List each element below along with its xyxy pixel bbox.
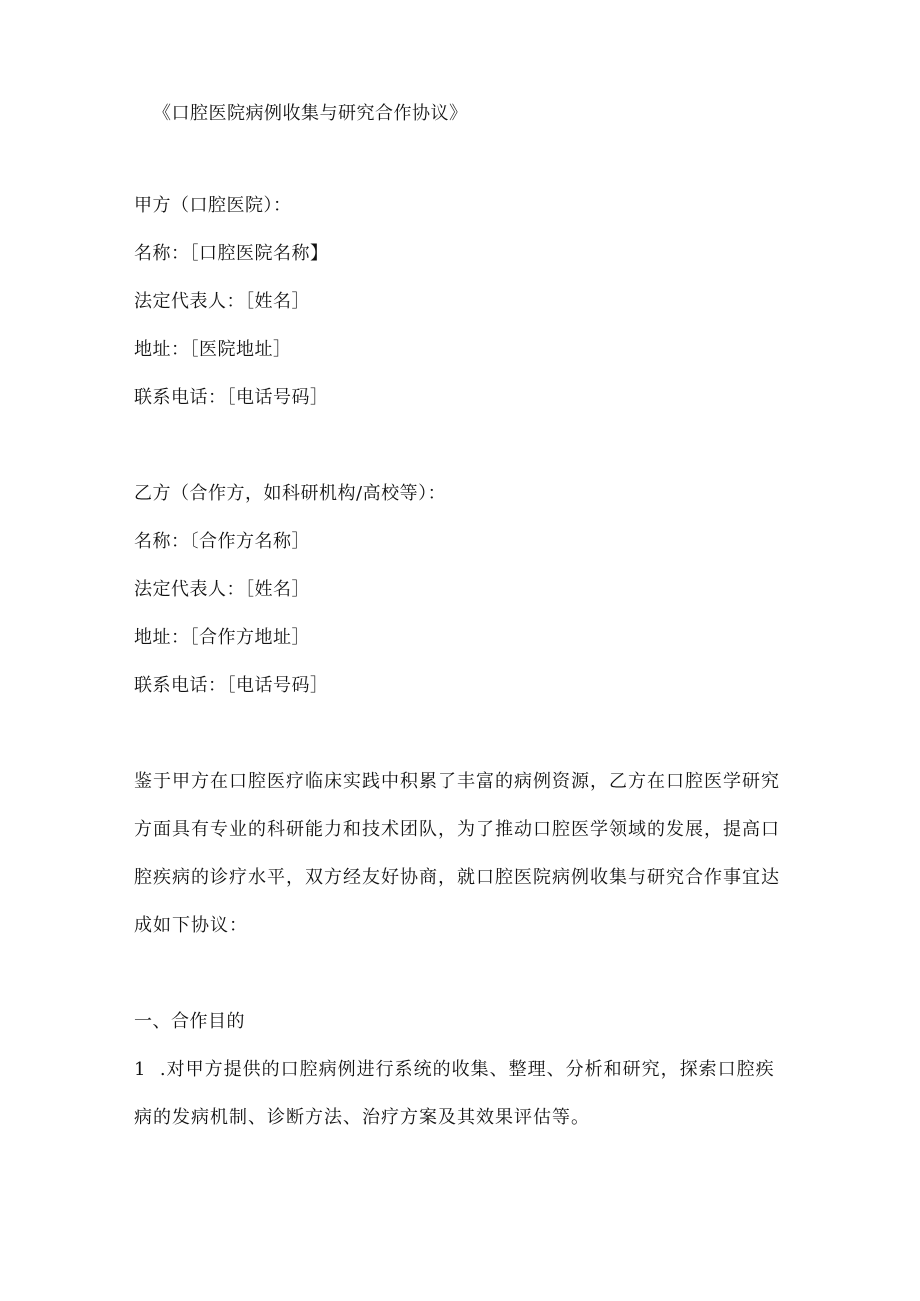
document-title: 《口腔医院病例收集与研究合作协议》: [153, 103, 468, 124]
party-a-name: 名称：［口腔医院名称】: [134, 243, 329, 264]
party-b-heading: 乙方（合作方，如科研机构/高校等）：: [134, 483, 447, 504]
preamble-line: 腔疾病的诊疗水平，双方经友好协商，就口腔医院病例收集与研究合作事宜达: [134, 867, 780, 888]
preamble-paragraph: [134, 770, 780, 962]
preamble-line: 成如下协议：: [134, 915, 248, 936]
item-line: 病的发病机制、诊断方法、治疗方案及其效果评估等。: [134, 1107, 590, 1128]
section-1-item-1: [134, 1058, 774, 1154]
party-b-address: 地址：［合作方地址］: [134, 627, 310, 648]
party-a-heading: 甲方（口腔医院）：: [134, 195, 292, 216]
party-b-name: 名称：〔合作方名称］: [134, 531, 310, 552]
party-a-phone: 联系电话：［电话号码］: [134, 387, 329, 408]
section-1-heading: 一、合作目的: [134, 1011, 245, 1032]
preamble-line: 方面具有专业的科研能力和技术团队，为了推动口腔医学领域的发展，提高口: [134, 819, 780, 840]
party-b-phone: 联系电话：［电话号码］: [134, 675, 329, 696]
party-a-address: 地址：［医院地址］: [134, 339, 292, 360]
preamble-line: 鉴于甲方在口腔医疗临床实践中积累了丰富的病例资源，乙方在口腔医学研究: [134, 771, 780, 792]
party-b-representative: 法定代表人：［姓名］: [134, 579, 310, 600]
party-a-representative: 法定代表人：［姓名］: [134, 291, 310, 312]
item-line: 1 .对甲方提供的口腔病例进行系统的收集、整理、分析和研究，探索口腔疾: [134, 1059, 775, 1080]
